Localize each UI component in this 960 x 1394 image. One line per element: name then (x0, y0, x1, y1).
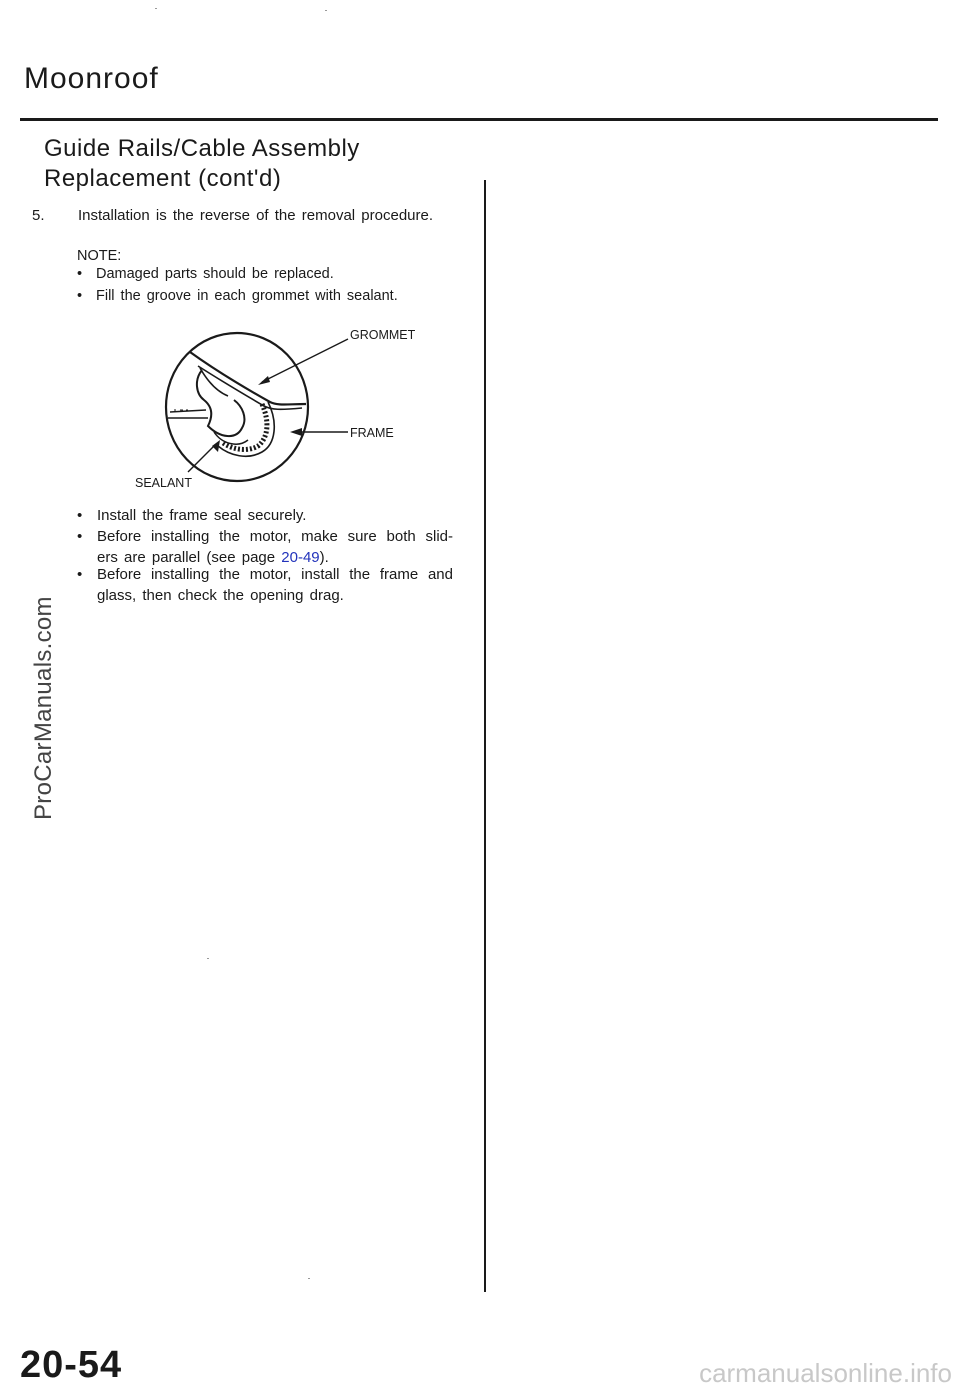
column-divider (484, 180, 486, 1292)
tip-item (77, 564, 453, 606)
subsection-title (44, 134, 360, 194)
tip-text (97, 526, 453, 568)
sealant-label: SEALANT (135, 476, 192, 490)
tip-text: Install the frame seal securely. (97, 507, 307, 524)
detail-circle (166, 333, 308, 481)
leader-lines (188, 339, 348, 472)
page-number: 20-54 (20, 1344, 123, 1386)
page-link-20-49[interactable]: 20-49 (281, 549, 320, 566)
grommet-diagram (130, 322, 430, 494)
bullet: • (77, 288, 83, 304)
frame-rail-drawing (190, 352, 306, 409)
scan-speck (207, 958, 209, 959)
tip-item (77, 526, 453, 568)
footer-site-watermark: carmanualsonline.info (699, 1358, 952, 1388)
scan-speck (308, 1278, 310, 1279)
step-text: Installation is the reverse of the removal procedure. (78, 207, 434, 224)
sealant-drawing (218, 402, 274, 456)
grommet-label: GROMMET (350, 328, 416, 342)
step-5 (32, 207, 433, 224)
title-rule (20, 118, 938, 121)
note-text: Damaged parts should be replaced. (96, 266, 334, 282)
frame-label: FRAME (350, 426, 394, 440)
scan-speck (325, 10, 327, 11)
section-title: Moonroof (24, 62, 159, 95)
bullet: • (77, 507, 83, 524)
note-text: Fill the groove in each grommet with sealant. (96, 288, 398, 304)
step-number: 5. (32, 207, 45, 224)
tip-text: Before installing the motor, install the frame and glass, then check the opening drag. (97, 566, 453, 604)
tip-text-part: Before installing the motor, make sure both slid- ers are parallel (see page (97, 528, 453, 566)
scan-speck (155, 8, 157, 9)
subsection-title-line2: Replacement (cont'd) (44, 165, 282, 192)
subsection-title-line1: Guide Rails/Cable Assembly (44, 135, 360, 162)
bullet: • (77, 266, 83, 282)
bullet: • (77, 528, 83, 545)
tip-item (77, 505, 453, 526)
note-item (77, 266, 334, 282)
tip-text-part: ). (319, 549, 329, 566)
bullet: • (77, 566, 83, 583)
note-label: NOTE: (77, 248, 122, 264)
watermark: ProCarManuals.com (30, 596, 57, 820)
note-item (77, 288, 398, 304)
